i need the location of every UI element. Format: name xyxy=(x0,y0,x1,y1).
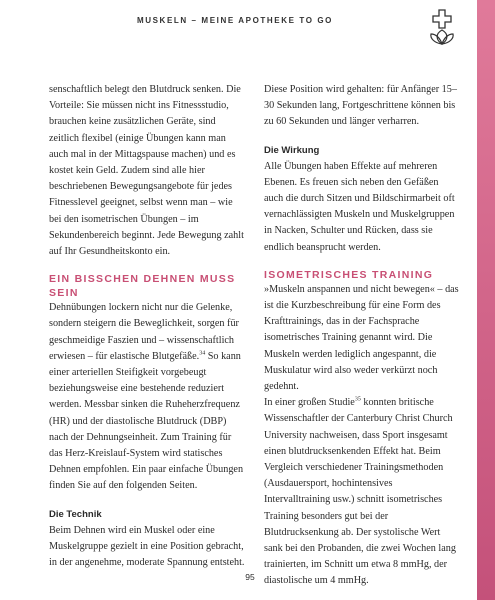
left-column xyxy=(49,82,245,571)
paragraph: Beim Dehnen wird ein Muskel oder eine Muskelgruppe gezielt in eine Position gebracht, in der angenehme, moderate Spannung entsteht. xyxy=(49,524,245,569)
section-heading: EIN BISSCHEN DEHNEN MUSS SEIN xyxy=(49,273,236,300)
running-header: MUSKELN – MEINE APOTHEKE TO GO xyxy=(136,16,333,25)
cross-lotus-logo-icon xyxy=(428,8,456,46)
page-number: 95 xyxy=(245,572,255,582)
paragraph: senschaftlich belegt den Blutdruck senken. Die Vorteile: Sie müssen nicht ins Fitnessstudio, brauchen keine zusätzlichen Geräte, sind zeitlich flexibel (einige Übungen kann man auch mal in der Mittagspause machen) und es kostet kein Geld. Zudem sind alle hier beschriebenen Bewegungsangebote für jedes Fitnesslevel geeignet, selbst wenn man – wie bei den isometrischen Übungen – im Sekundenbereich beginnt. Jede Bewegung zahlt auf Ihr Gesundheitskonto ein. xyxy=(49,84,244,258)
footnote-ref: 34 xyxy=(199,350,206,357)
paragraph xyxy=(264,395,460,589)
paragraph xyxy=(49,300,245,494)
paragraph: Alle Übungen haben Effekte auf mehreren Ebenen. Es freuen sich neben den Gefäßen auch die durch Sitzen und Bildschirmarbeit oft vernachlässigten Muskeln und Muskelgruppen in Nacken, Schulter und Rücken, dass sie endlich beansprucht werden. xyxy=(264,160,455,253)
section-heading: ISOMETRISCHES TRAINING xyxy=(264,268,434,281)
paragraph-text: In einer großen Studie xyxy=(264,397,355,409)
paragraph-text: Dehnübungen lockern nicht nur die Gelenke, sondern steigern die Beweglichkeit, sorgen für geschmeidige Faszien und – wissenschaftlich erwiesen – für elastische Blutgefäße. xyxy=(49,302,239,362)
side-color-strip xyxy=(477,0,495,600)
paragraph: Diese Position wird gehalten: für Anfänger 15–30 Sekunden lang, Fortgeschrittene können bis zu 60 Sekunden und länger verharren. xyxy=(264,84,457,128)
paragraph: »Muskeln anspannen und nicht bewegen« – das ist die Kurzbeschreibung für eine Form des Krafttrainings, das in der Fachsprache isometrisches Training genannt wird. Die Muskeln werden lediglich angespannt, die Muskulatur wird also weder verkürzt noch gedehnt. xyxy=(264,283,459,393)
subheading: Die Wirkung xyxy=(264,144,320,156)
paragraph-text: So kann einer arteriellen Steifigkeit vorgebeugt beziehungsweise eine bestehende reduziert werden. Messbar sinken die Ruheherzfrequenz (HR) und der diastolische Blutdruck (DBP) nach der Dehnungseinheit. Zum Training für das Herz-Kreislauf-System wird statisches Dehnen empfohlen. Ein paar einfache Übungen finden Sie auf den folgenden Seiten. xyxy=(49,350,244,492)
footnote-ref: 35 xyxy=(354,396,361,403)
subheading: Die Technik xyxy=(49,508,102,520)
paragraph-text: konnten britische Wissenschaftler der Canterbury Christ Church University nachweisen, dass Sport insgesamt einen blutdrucksenkenden Effekt hat. Beim Vergleich verschiedener Trainingsmethoden (Ausdauersport, hochintensives Intervalltraining usw.) schnitt isometrisches Training besonders gut bei der Blutdrucksenkung ab. Der systolische Wert sank bei den Probanden, die zwei Wochen lang trainierten, im Schnitt um etwa 8 mmHg, der diastolische um 4 mmHg. xyxy=(264,397,456,587)
right-column xyxy=(264,82,460,590)
